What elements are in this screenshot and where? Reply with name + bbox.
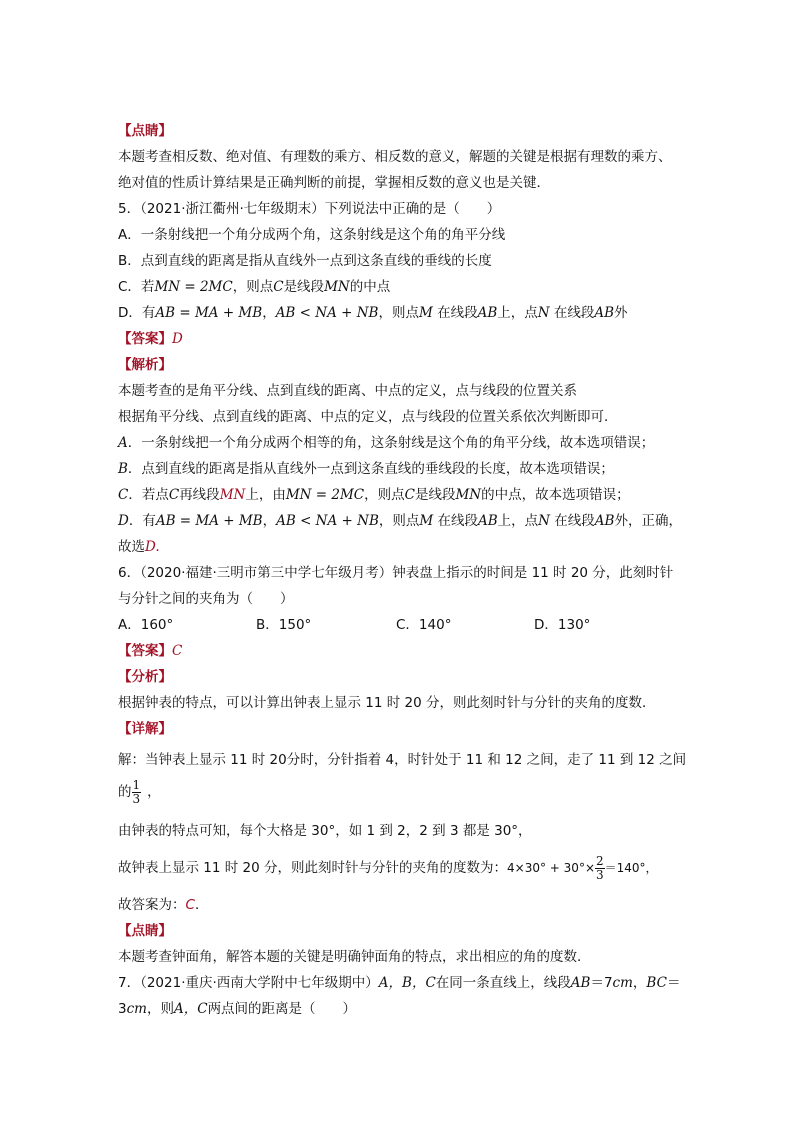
q5-option-d: [118, 303, 628, 323]
math: AB: [570, 975, 591, 991]
text: ．若点: [128, 487, 169, 503]
text: 3: [118, 1001, 127, 1017]
q5-option-c: [118, 277, 390, 297]
math: C: [118, 487, 129, 503]
text: 再线段: [179, 487, 220, 503]
fraction: [132, 779, 142, 806]
answer-label: 【答案】: [118, 331, 172, 347]
text: 是线段: [283, 279, 325, 295]
math: AB: [477, 305, 498, 321]
text: 故选: [118, 539, 145, 555]
q5-answer-line: [118, 329, 183, 349]
text: ＝: [666, 975, 681, 991]
math: A: [118, 435, 128, 451]
math: D: [118, 513, 129, 529]
text: ，则点: [232, 279, 274, 295]
section-header-fenxi: 【分析】: [118, 669, 172, 685]
math: AB = MA + MB: [155, 305, 263, 321]
fraction: [595, 855, 605, 882]
math: MN: [219, 487, 246, 503]
math: AB < NA + NB: [275, 305, 379, 321]
q6-option-c: C．140°: [396, 617, 452, 633]
text: 上，点: [497, 305, 538, 321]
text: 在线段: [549, 305, 595, 321]
text: ．一条射线把一个角分成两个相等的角，这条射线是这个角的角平分线，故本选项错误；: [127, 435, 655, 451]
text: 的中点: [349, 279, 391, 295]
text-line: 根据钟表的特点，可以计算出钟表上显示 11 时 20 分，则此刻时针与分针的夹角的度数．: [118, 695, 656, 711]
q6-options: [118, 615, 590, 635]
section-header-jiexi: 【解析】: [118, 357, 172, 373]
fraction-denominator: 3: [132, 791, 141, 806]
math: cm: [126, 1001, 147, 1017]
question-6-stem: 6．（2020·福建·三明市第三中学七年级月考）钟表盘上指示的时间是 11 时 20 分，此刻时针: [118, 565, 674, 581]
text-line: 解：当钟表上显示 11 时 20分时，分针指着 4，时针处于 11 和 12 之间，走了 11 到 12 之间: [118, 752, 687, 768]
text: 在线段: [549, 513, 595, 529]
text: ．: [194, 897, 209, 913]
text-line: [118, 999, 356, 1019]
section-header-dianjing: 【点睛】: [118, 923, 172, 939]
section-header-xiangjie: 【详解】: [118, 721, 172, 737]
math: A，B，C: [378, 975, 436, 991]
text: 故答案为：: [118, 897, 186, 913]
math: D.: [145, 539, 160, 555]
text-line: [118, 433, 654, 453]
text: 7．（2021·重庆·西南大学附中七年级期中）: [118, 975, 379, 991]
text-line: 与分针之间的夹角为（ ）: [118, 591, 294, 607]
q5-option-b: B．点到直线的距离是指从直线外一点到这条直线的垂线的长度: [118, 253, 492, 269]
text-line: 由钟表的特点可知，每个大格是 30°，如 1 到 2，2 到 3 都是 30°，: [118, 823, 532, 839]
math: MN = 2MC: [285, 487, 365, 503]
math: C: [168, 487, 180, 503]
math: B: [118, 461, 128, 477]
math: A，C: [173, 1001, 208, 1017]
text: ，: [632, 975, 647, 991]
text: 上，由: [245, 487, 286, 503]
math: MN: [455, 487, 482, 503]
text: ，则点: [364, 487, 405, 503]
math: cm: [612, 975, 633, 991]
text: 在线段: [432, 305, 478, 321]
text: 上，点: [497, 513, 539, 529]
math: MN: [324, 279, 350, 295]
math: AB: [478, 513, 498, 529]
text: ，: [147, 784, 161, 800]
text: 在线段: [433, 513, 478, 529]
text: ，则点: [378, 305, 419, 321]
math: AB: [594, 305, 615, 321]
text: 外，正确，: [614, 513, 682, 529]
math: M: [419, 513, 434, 529]
text: ．点到直线的距离是指从直线外一点到这条直线的垂线段的长度，故本选项错误；: [127, 461, 614, 477]
math: AB < NA + NB: [276, 513, 379, 529]
q5-option-a: A．一条射线把一个角分成两个角，这条射线是这个角的角平分线: [118, 227, 506, 243]
math: MN = 2MC: [154, 279, 233, 295]
q6-option-d: D．130°: [534, 617, 591, 633]
text: 两点间的距离是（ ）: [207, 1001, 357, 1017]
text: D．有: [118, 305, 156, 321]
text-line: [118, 895, 208, 915]
text-line: 本题考查钟面角，解答本题的关键是明确钟面角的特点，求出相应的角的度数．: [118, 949, 591, 965]
math: 4×30° + 30°×: [507, 861, 595, 875]
question-5-stem: 5．（2021·浙江衢州·七年级期末）下列说法中正确的是（ ）: [118, 201, 501, 217]
math: AB: [594, 513, 615, 529]
math: M: [418, 305, 433, 321]
text: 的: [118, 784, 132, 800]
text-line: 本题考查相反数、绝对值、有理数的乘方、相反数的意义，解题的关键是根据有理数的乘方、: [118, 149, 672, 165]
section-header-dianjing: 【点睛】: [118, 123, 172, 139]
math: N: [538, 513, 550, 529]
text: ，则点: [378, 513, 420, 529]
q6-option-a: A．160°: [118, 617, 174, 633]
text-line: 本题考查的是角平分线、点到直线的距离、中点的定义，点与线段的位置关系: [118, 383, 577, 399]
math: C: [404, 487, 415, 503]
question-7-stem: [118, 973, 680, 993]
text: ．有: [128, 513, 156, 529]
text-line: 绝对值的性质计算结果是正确判断的前提，掌握相反数的意义也是关键．: [118, 175, 550, 191]
math: N: [537, 305, 550, 321]
math: ＝140°，: [604, 861, 658, 875]
math: C: [273, 279, 284, 295]
fraction-numerator: 2: [596, 853, 604, 868]
q6-answer-line: [118, 641, 182, 661]
text-line: [118, 459, 614, 479]
text: ，则: [146, 1001, 174, 1017]
answer-value: C: [172, 643, 183, 659]
text: 故钟表上显示 11 时 20 分，则此刻时针与分针的夹角的度数为：: [118, 860, 508, 876]
text: ，: [262, 513, 277, 529]
text: 在同一条直线上，线段: [435, 975, 571, 991]
text: C．若: [118, 279, 155, 295]
text: 的中点，故本选项错误；: [481, 487, 630, 503]
text: 是线段: [414, 487, 456, 503]
answer-value: D: [172, 331, 183, 347]
text-line: 根据角平分线、点到直线的距离、中点的定义，点与线段的位置关系依次判断即可．: [118, 409, 618, 425]
text-line: [118, 776, 161, 808]
fraction-numerator: 1: [132, 777, 141, 792]
text-line: [118, 537, 160, 557]
text: 外: [614, 305, 628, 321]
math: AB = MA + MB: [155, 513, 263, 529]
text: ＝7: [590, 975, 613, 991]
q6-option-b: B．150°: [256, 617, 312, 633]
text-line: [118, 852, 658, 884]
text: ，: [262, 305, 276, 321]
text-line: [118, 511, 682, 531]
math: BC: [646, 975, 667, 991]
text-line: [118, 485, 630, 505]
answer-label: 【答案】: [118, 643, 172, 659]
fraction-denominator: 3: [596, 867, 604, 882]
answer-value: C: [185, 897, 195, 913]
